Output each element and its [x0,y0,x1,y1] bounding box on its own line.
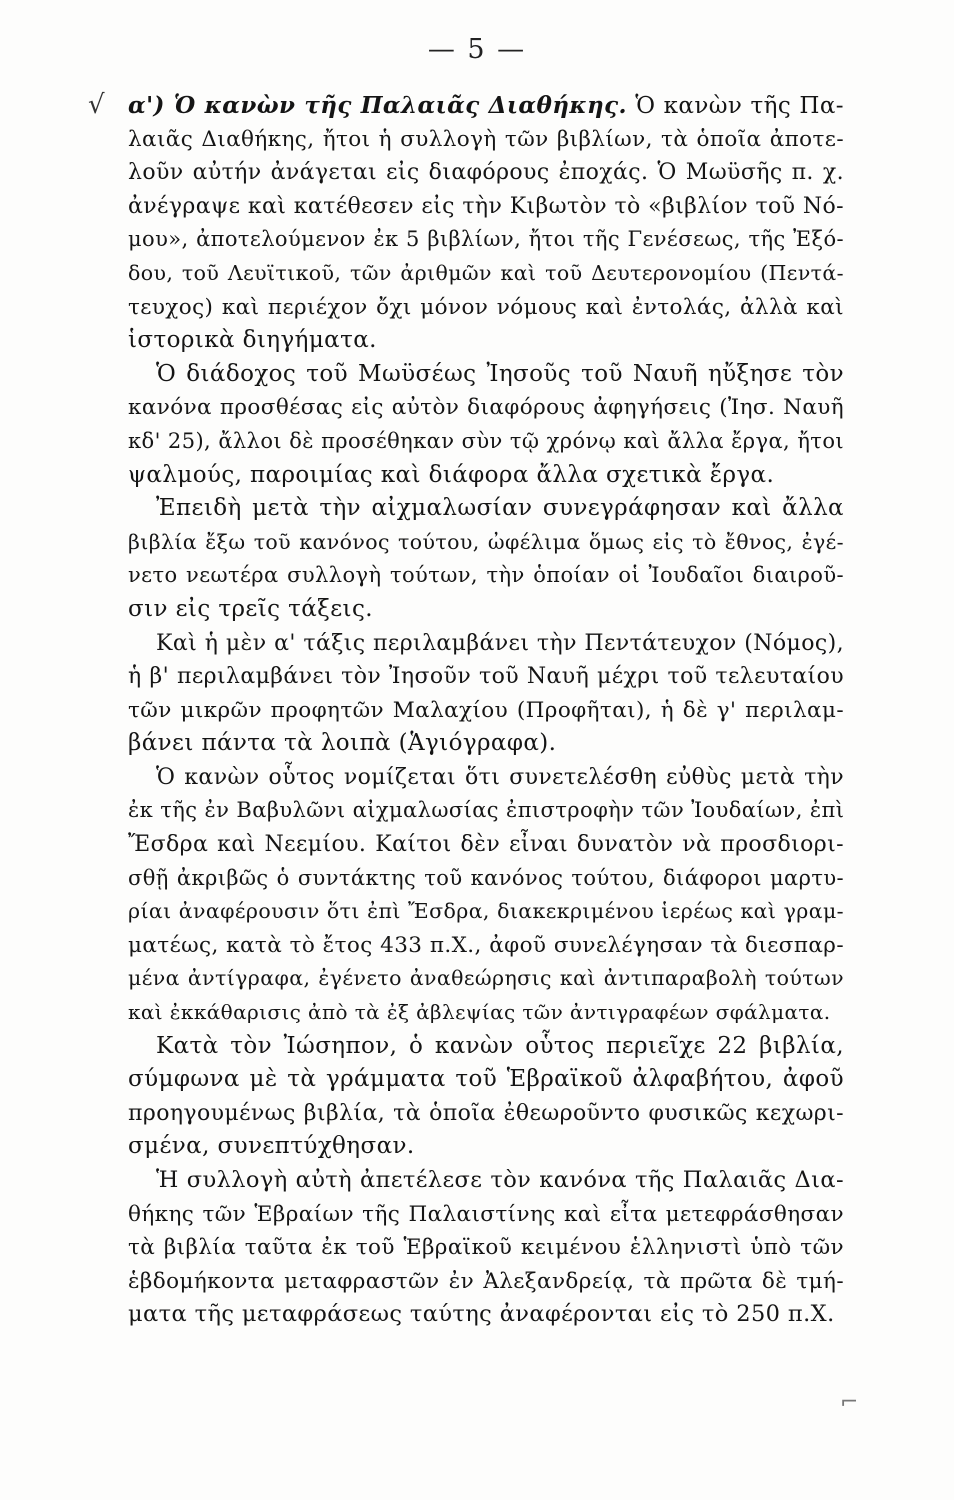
text-line: ψαλμούς, παροιμίας καὶ διάφορα ἄλλα σχετικὰ ἔργα. [128,461,775,488]
text-line: ἱστορικὰ διηγήματα. [128,327,377,354]
text-line: Ὁ κανὼν οὗτος νομίζεται ὅτι συνετελέσθη εὐθὺς μετὰ τὴν [156,764,844,790]
text-line: θήκης τῶν Ἑβραίων τῆς Παλαιστίνης καὶ εἶτα μετεφράσθησαν [128,1201,844,1227]
text-line: μένα ἀντίγραφα, ἐγένετο ἀναθεώρησις καὶ ἀντιπαραβολὴ τούτων [128,966,844,991]
page-number: — 5 — [427,34,527,65]
text-line: ἡ β' περιλαμβάνει τὸν Ἰησοῦν τοῦ Ναυῆ μέχρι τοῦ τελευταίου [128,664,844,690]
text-line: ἑβδομήκοντα μεταφραστῶν ἐν Ἀλεξανδρείᾳ, τὰ πρῶτα δὲ τμή- [128,1268,844,1294]
section-heading: α') Ὁ κανὼν τῆς Παλαιᾶς Διαθήκης. [128,92,627,119]
text-line: ἀνέγραψε καὶ κατέθεσεν εἰς τὴν Κιβωτὸν τὸ «βιβλίον τοῦ Νό- [128,193,844,219]
text-line: καὶ ἐκκάθαρισις ἀπὸ τὰ ἐξ ἀβλεψίας τῶν ἀντιγραφέων σφάλματα. [128,1000,831,1025]
text-line: ματέως, κατὰ τὸ ἔτος 433 π.Χ., ἀφοῦ συνελέγησαν τὰ διεσπαρ- [128,932,844,958]
text-line: προηγουμένως βιβλία, τὰ ὁποῖα ἐθεωροῦντο φυσικῶς κεχωρι- [128,1100,844,1126]
text-line: μου», ἀποτελούμενον ἐκ 5 βιβλίων, ἤτοι τῆς Γενέσεως, τῆς Ἐξό- [128,227,844,252]
text-line: Ἔσδρα καὶ Νεεμίου. Καίτοι δὲν εἶναι δυνατὸν νὰ προσδιορι- [128,832,844,858]
text-line: ἐκ τῆς ἐν Βαβυλῶνι αἰχμαλωσίας ἐπιστροφὴν τῶν Ἰουδαίων, ἐπὶ [128,798,845,823]
text-line: κανόνα προσθέσας εἰς αὐτὸν διαφόρους ἀφηγήσεις (Ἰησ. Ναυῆ [128,395,844,421]
body-text [128,89,844,1332]
text-line: βιβλία ἔξω τοῦ κανόνος τούτου, ὠφέλιμα ὅμως εἰς τὸ ἔθνος, ἐγέ- [128,529,844,554]
text-line: σθῇ ἀκριβῶς ὁ συντάκτης τοῦ κανόνος τούτου, διάφοροι μαρτυ- [128,865,844,890]
text-line: βάνει πάντα τὰ λοιπὰ (Ἁγιόγραφα). [128,730,557,757]
text-line: Κατὰ τὸν Ἰώσηπον, ὁ κανὼν οὗτος περιεῖχε 22 βιβλία, [156,1032,844,1059]
text-line: Καὶ ἡ μὲν α' τάξις περιλαμβάνει τὴν Πεντάτευχον (Νόμος), [156,630,844,656]
text-line: Ἡ συλλογὴ αὐτὴ ἀπετέλεσε τὸν κανόνα τῆς Παλαιᾶς Δια- [156,1167,844,1193]
text-line: τὰ βιβλία ταῦτα ἐκ τοῦ Ἑβραϊκοῦ κειμένου ἑλληνιστὶ ὑπὸ τῶν [128,1235,844,1261]
text-line: Ὁ διάδοχος τοῦ Μωϋσέως Ἰησοῦς τοῦ Ναυῆ ηὔξησε τὸν [156,360,844,387]
line-text: Ὁ κανὼν τῆς Πα- [635,93,844,119]
text-line: λαιᾶς Διαθήκης, ἤτοι ἡ συλλογὴ τῶν βιβλίων, τὰ ὁποῖα ἀποτε- [128,126,844,152]
text-line: τευχος) καὶ περιέχον ὄχι μόνον νόμους καὶ ἐντολάς, ἀλλὰ καὶ [128,294,844,320]
margin-pencil-mark-icon: ⌐ [840,1390,859,1415]
text-line: ρίαι ἀναφέρουσιν ὅτι ἐπὶ Ἔσδρα, διακεκριμένου ἱερέως καὶ γραμ- [128,899,844,924]
text-line: Ἐπειδὴ μετὰ τὴν αἰχμαλωσίαν συνεγράφησαν καὶ ἄλλα [156,495,844,522]
margin-checkmark-icon: √ [88,90,105,120]
text-line: σιν εἰς τρεῖς τάξεις. [128,595,373,622]
text-line [128,89,844,123]
text-line: τῶν μικρῶν προφητῶν Μαλαχίου (Προφῆται), ἡ δὲ γ' περιλαμ- [128,697,844,723]
text-line: κδ' 25), ἄλλοι δὲ προσέθηκαν σὺν τῷ χρόνῳ καὶ ἄλλα ἔργα, ἤτοι [128,428,844,453]
text-line: νετο νεωτέρα συλλογὴ τούτων, τὴν ὁποίαν οἱ Ἰουδαῖοι διαιροῦ- [128,563,844,588]
text-line: σύμφωνα μὲ τὰ γράμματα τοῦ Ἑβραϊκοῦ ἀλφαβήτου, ἀφοῦ [128,1066,844,1093]
text-line: σμένα, συνεπτύχθησαν. [128,1133,415,1160]
text-line: ματα τῆς μεταφράσεως ταύτης ἀναφέρονται εἰς τὸ 250 π.Χ. [128,1301,835,1328]
text-line: δου, τοῦ Λευϊτικοῦ, τῶν ἀριθμῶν καὶ τοῦ Δευτερονομίου (Πεντά- [128,260,844,285]
text-line: λοῦν αὐτήν ἀνάγεται εἰς διαφόρους ἐποχάς. Ὁ Μωϋσῆς π. χ. [128,160,844,186]
